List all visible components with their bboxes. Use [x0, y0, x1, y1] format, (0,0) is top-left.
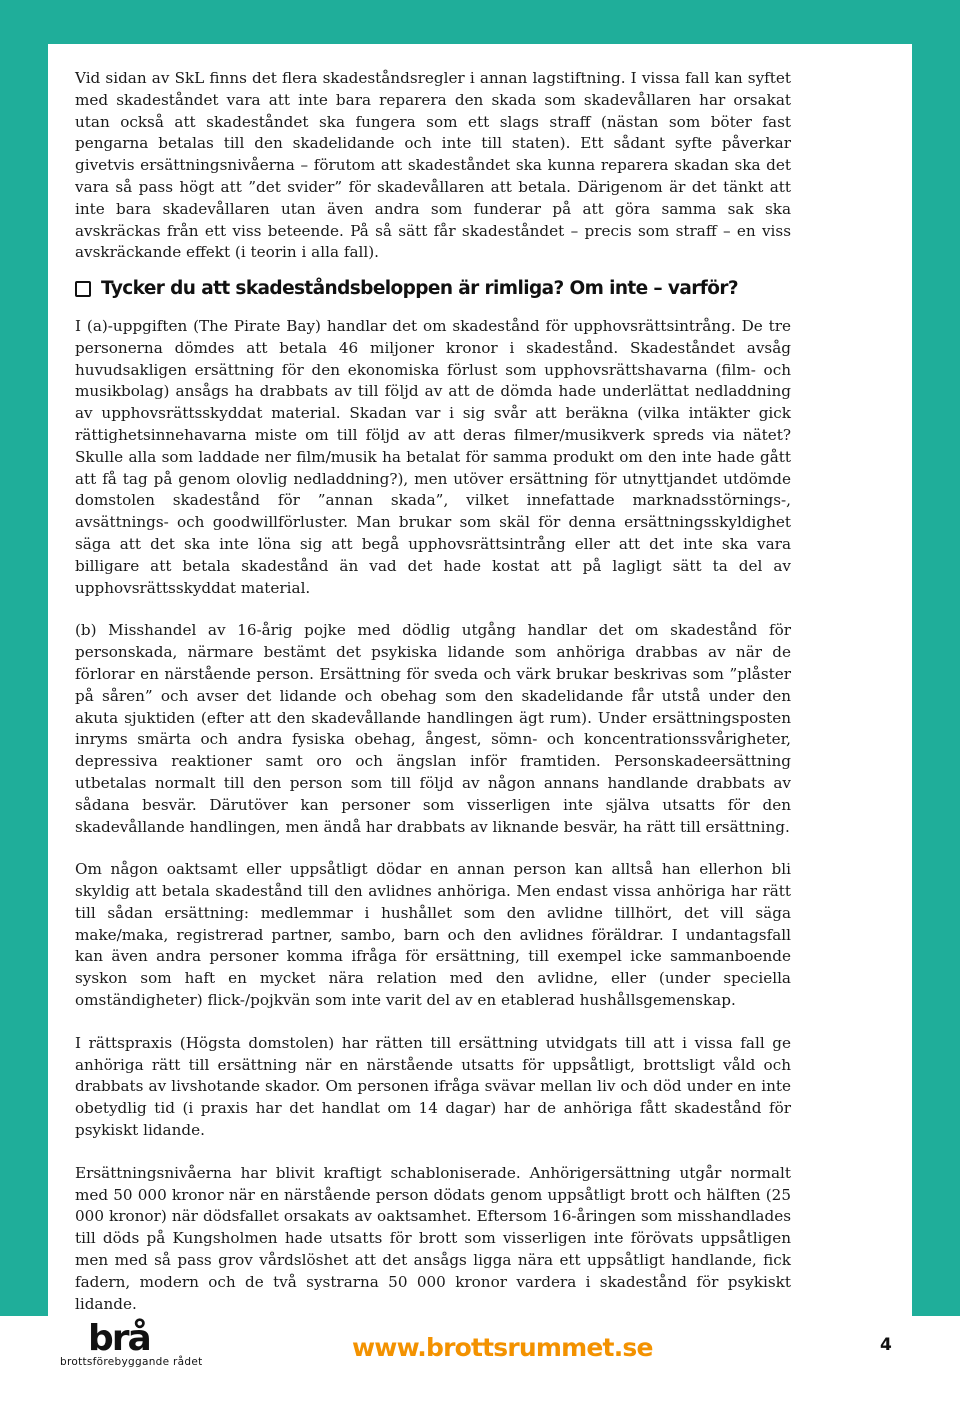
paragraph-pirate-bay: I (a)-uppgiften (The Pirate Bay) handlar det om skadestånd för upphovsrättsintrång. De tre personerna dömdes att betala 46 miljoner kronor i skadestånd. Skadeståndet avsåg huvudsakligen ersättning för den ekonomiska förlust som upphovsrättshavarna (film- och musikbolag) ansågs ha drabbats av till följd av att de dömda hade underlättat nedladdning av upphovsrättsskyddat material. Skadan var i sig svår att beräkna (vilka intäkter gick rättighetsinnehavarna miste om till följd av att deras filmer/musikverk spreds via nätet? Skulle alla som laddade ner film/musik ha betalat för samma produkt om den inte hade gått att få tag på genom olovlig nedladdning?), men utöver ersättning för utnyttjandet utdömde domstolen skadestånd för ”annan skada”, vilket innefattade marknadsstörnings-, avsättnings- och goodwillförluster. Man brukar som skäl för denna ersättningsskyldighet säga att det ska inte löna sig att begå upphovsrättsintrång eller att det inte ska vara billigare att betala skadestånd än vad det hade kostat att på lagligt sätt ta del av upphovsrättsskyddat material.: [75, 316, 791, 597]
bra-logo: brå: [88, 1318, 150, 1359]
paragraph-compensation-levels: Ersättningsnivåerna har blivit kraftigt schabloniserade. Anhörigersättning utgår normalt med 50 000 kronor när en närstående person dödats genom uppsåtligt brott och hälften (25 000 kronor) när dödsfallet orsakats av oaktsamhet. Eftersom 16-åringen som misshandlades till döds på Kungsholmen hade utsatts för brott som visserligen inte förövats uppsåtligen men med så pass grov vårdslöshet att det ansågs ligga nära ett uppsåtligt handlande, fick fadern, modern och de två systrarna 50 000 kronor vardera i skadestånd för psykiskt lidande.: [75, 1163, 791, 1313]
document-body: [75, 68, 791, 1336]
website-link[interactable]: www.brottsrummet.se: [352, 1333, 653, 1362]
paragraph-assault: (b) Misshandel av 16-årig pojke med dödlig utgång handlar det om skadestånd för personskada, närmare bestämt det psykiska lidande som anhöriga drabbas av när de förlorar en närstående person. Ersättning för sveda och värk brukar beskrivas som ”plåster på såren” och avser det lidande och obehag som den skadelidande får utstå under den akuta sjuktiden (efter att den skadevållande handlingen ägt rum). Under ersättningsposten inryms smärta och andra fysiska obehag, ångest, sömn- och koncentrationssvårigheter, depressiva reaktioner samt oro och ängslan inför framtiden. Personskadeersättning utbetalas normalt till den person som till följd av någon annans handlande drabbats av sådana besvär. Därutöver kan personer som visserligen inte själva utsatts för den skadevållande handlingen, men ändå har drabbats av liknande besvär, ha rätt till ersättning.: [75, 621, 791, 836]
question-text: Tycker du att skadeståndsbeloppen är rimliga? Om inte – varför?: [101, 278, 738, 300]
paragraph-relatives: Om någon oaktsamt eller uppsåtligt dödar en annan person kan alltså han ellerhon bli skyldig att betala skadestånd till den avlidnes anhöriga. Men endast vissa anhöriga har rätt till sådan ersättning: medlemmar i hushållet som den avlidne tillhört, det vill säga make/maka, registrerad partner, sambo, barn och den avlidnes föräldrar. I undantagsfall kan även andra personer komma ifråga för ersättning, till exempel icke sammanboende syskon som haft en mycket nära relation med den avlidne, eller (under speciella omständigheter) flick-/pojkvän som inte varit del av en etablerad hushållsgemenskap.: [75, 860, 791, 1010]
paragraph-case-law: I rättspraxis (Högsta domstolen) har rätten till ersättning utvidgats till att i vissa fall ge anhöriga rätt till ersättning när en närstående utsatts för uppsåtligt, brottsligt våld och drabbats av livshotande skador. Om personen ifråga svävar mellan liv och död under en inte obetydlig tid (i praxis har det handlat om 14 dagar) har de anhöriga fått skadestånd för psykiskt lidande.: [75, 1033, 791, 1140]
logo-subtitle: brottsförebyggande rådet: [60, 1356, 203, 1368]
checkbox-icon: [75, 281, 91, 297]
paragraph-intro: Vid sidan av SkL finns det flera skadeståndsregler i annan lagstiftning. I vissa fall kan syftet med skadeståndet vara att inte bara reparera den skada som skadevållaren har orsakat utan också att skadeståndet ska fungera som ett slags straff (nästan som böter fast pengarna betalas till den skadelidande och inte till staten). Ett sådant syfte påverkar givetvis ersättningsnivåerna – förutom att skadeståndet ska kunna reparera skadan ska det vara så pass högt att ”det svider” för skadevållaren att betala. Därigenom är det tänkt att inte bara skadevållaren utan även andra som funderar på att göra samma sak ska avskräckas från ett viss beteende. På så sätt får skadeståndet – precis som straff – en viss avskräckande effekt (i teorin i alla fall).: [75, 69, 791, 262]
discussion-question: [75, 278, 791, 300]
page-number: 4: [880, 1335, 892, 1355]
